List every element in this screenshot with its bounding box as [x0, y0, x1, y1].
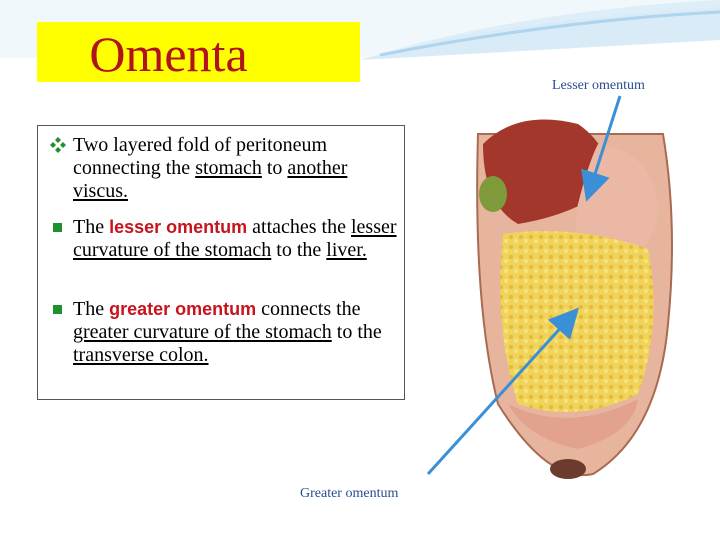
underlined-text: liver. [326, 239, 367, 261]
text-run: to the [331, 321, 382, 343]
text-run: The [73, 298, 110, 320]
underlined-text: another viscus. [73, 157, 348, 202]
underlined-text: transverse colon. [73, 344, 209, 366]
underlined-text: greater curvature of the stomach [73, 321, 332, 343]
underlined-text: stomach [195, 157, 262, 179]
greater-omentum-label: Greater omentum [300, 486, 399, 501]
text-run: to [261, 157, 288, 179]
lesser-omentum-label: Lesser omentum [552, 78, 645, 93]
emphasis-term: lesser omentum [109, 217, 248, 237]
text-run: attaches the [247, 216, 351, 238]
emphasis-term: greater omentum [109, 299, 257, 319]
slide-title: Omenta [89, 26, 248, 82]
text-run: Two layered fold of peritoneum connecting the [73, 134, 328, 179]
text-run: The [73, 216, 110, 238]
text-run: connects the [256, 298, 361, 320]
text-run: to the [271, 239, 327, 261]
underlined-text: lesser curvature of the stomach [73, 216, 397, 261]
